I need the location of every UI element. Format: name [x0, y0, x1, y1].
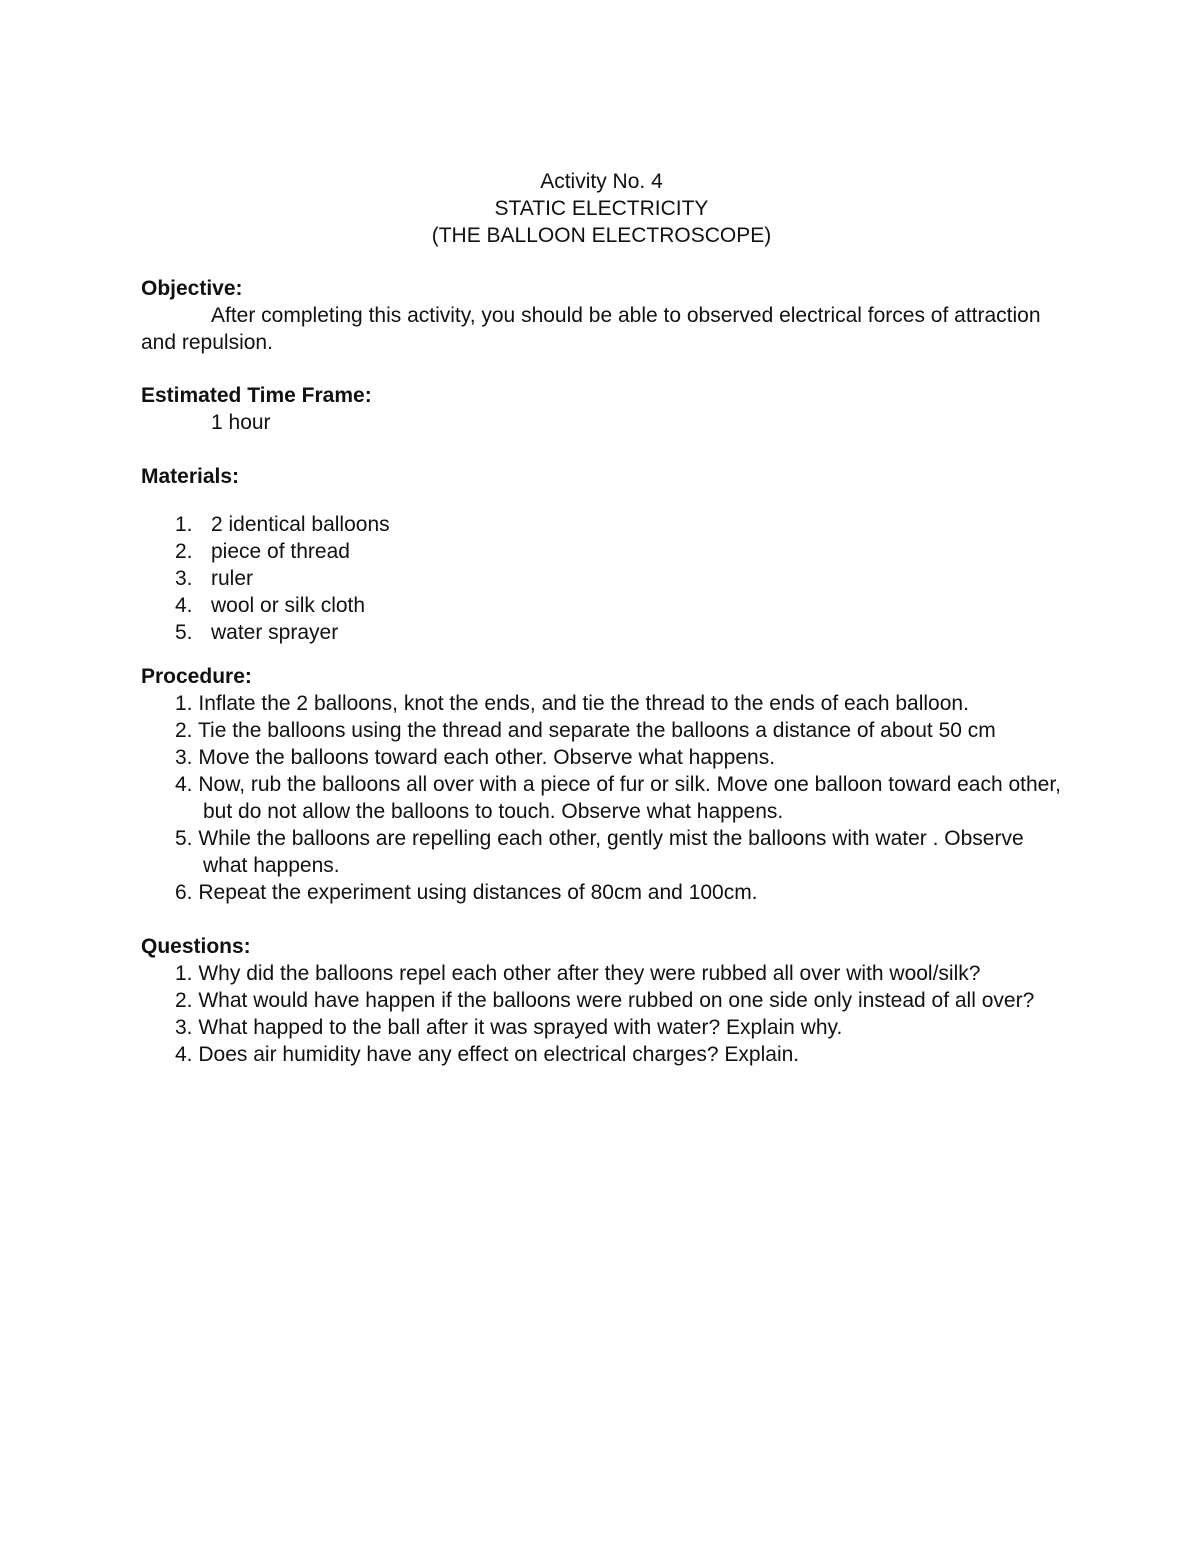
procedure-step	[141, 825, 1062, 879]
question-item	[141, 1041, 1062, 1068]
step-number: 1.	[175, 692, 193, 715]
question-text: Why did the balloons repel each other after they were rubbed all over with wool/silk?	[198, 962, 981, 985]
step-number: 6.	[175, 881, 193, 904]
materials-section	[141, 463, 1062, 646]
question-text: Does air humidity have any effect on electrical charges? Explain.	[198, 1043, 800, 1066]
question-item	[141, 960, 1062, 987]
objective-section	[141, 275, 1062, 356]
step-number: 3.	[175, 746, 193, 769]
procedure-section	[141, 663, 1062, 906]
step-text: Now, rub the balloons all over with a piece of fur or silk. Move one balloon toward each other, but do not allow the balloons to touch. Observe what happens.	[198, 773, 1062, 823]
list-item-number: 2.	[175, 540, 193, 563]
questions-heading: Questions:	[141, 935, 251, 958]
objective-heading: Objective:	[141, 277, 243, 300]
procedure-heading: Procedure:	[141, 665, 252, 688]
step-text: Move the balloons toward each other. Observe what happens.	[198, 746, 776, 769]
step-text: Tie the balloons using the thread and separate the balloons a distance of about 50 cm	[197, 719, 996, 742]
step-text: Repeat the experiment using distances of 80cm and 100cm.	[198, 881, 758, 904]
question-number: 2.	[175, 989, 193, 1012]
step-number: 2.	[175, 719, 193, 742]
list-item-text: water sprayer	[211, 621, 339, 644]
step-text: While the balloons are repelling each other, gently mist the balloons with water . Observe what happens.	[198, 827, 1024, 877]
step-text: Inflate the 2 balloons, knot the ends, and tie the thread to the ends of each balloon.	[198, 692, 969, 715]
procedure-step	[141, 690, 1062, 717]
question-number: 4.	[175, 1043, 193, 1066]
question-text: What would have happen if the balloons were rubbed on one side only instead of all over?	[198, 989, 1035, 1012]
procedure-step	[141, 717, 1062, 744]
activity-title: STATIC ELECTRICITY	[494, 197, 709, 220]
list-item	[141, 538, 1062, 565]
question-text: What happed to the ball after it was sprayed with water? Explain why.	[198, 1016, 843, 1039]
procedure-step	[141, 744, 1062, 771]
list-item	[141, 619, 1062, 646]
questions-section	[141, 933, 1062, 1068]
procedure-step	[141, 771, 1062, 825]
question-item	[141, 1014, 1062, 1041]
list-item-text: 2 identical balloons	[211, 513, 390, 536]
step-number: 5.	[175, 827, 193, 850]
list-item-number: 3.	[175, 567, 193, 590]
time-frame-heading: Estimated Time Frame:	[141, 384, 372, 407]
procedure-list	[141, 690, 1062, 906]
time-frame-section	[141, 382, 1062, 436]
list-item	[141, 592, 1062, 619]
list-item-text: piece of thread	[211, 540, 350, 563]
materials-heading: Materials:	[141, 465, 240, 488]
list-item-text: ruler	[211, 567, 254, 590]
time-frame-value: 1 hour	[211, 411, 271, 434]
list-item	[141, 511, 1062, 538]
questions-list	[141, 960, 1062, 1068]
list-item-number: 4.	[175, 594, 193, 617]
procedure-step	[141, 879, 1062, 906]
question-number: 1.	[175, 962, 193, 985]
question-number: 3.	[175, 1016, 193, 1039]
title-block	[141, 168, 1062, 249]
step-number: 4.	[175, 773, 193, 796]
activity-number: Activity No. 4	[540, 170, 663, 193]
list-item-number: 5.	[175, 621, 193, 644]
objective-text: After completing this activity, you should be able to observed electrical forces of attraction and repulsion.	[141, 304, 1041, 354]
activity-subtitle: (THE BALLOON ELECTROSCOPE)	[431, 224, 772, 247]
list-item-number: 1.	[175, 513, 193, 536]
materials-list	[141, 511, 1062, 646]
question-item	[141, 987, 1062, 1014]
list-item-text: wool or silk cloth	[211, 594, 366, 617]
list-item	[141, 565, 1062, 592]
